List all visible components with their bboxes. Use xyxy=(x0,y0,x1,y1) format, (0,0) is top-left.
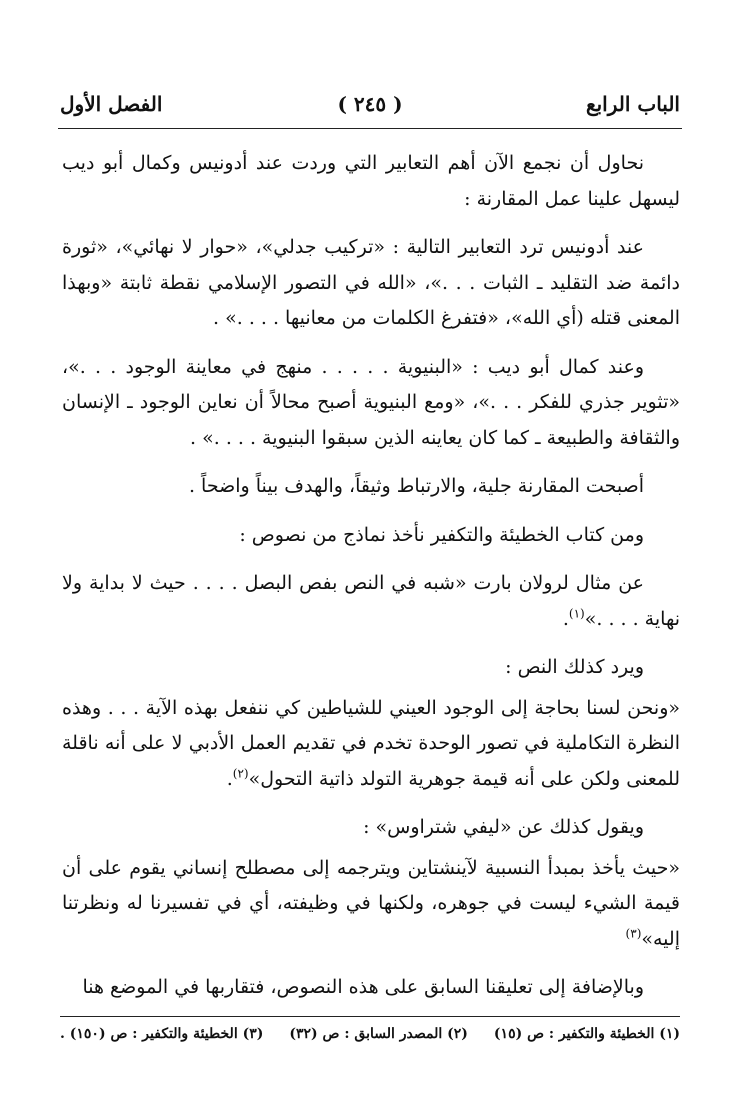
page-number: ( ٢٤٥ ) xyxy=(337,92,403,116)
paragraph-8: «ونحن لسنا بحاجة إلى الوجود العيني للشياطين كي ننفعل بهذه الآية . . . وهذه النظرة التكاملية في تصور الوحدة تخدم في تقديم العمل الأدبي لا على أنه ناقلة للمعنى ولكن على أنه قيمة جوهرية التولد ذاتية التحول»$^{(٢)}$. xyxy=(62,696,680,790)
paragraph-9: ويقول كذلك عن «ليفي شتراوس» : xyxy=(363,816,644,838)
paragraph-11: وبالإضافة إلى تعليقنا السابق على هذه النصوص، فتقاربها في الموضع هنا xyxy=(82,976,644,998)
running-header xyxy=(60,92,680,126)
chapter-title: الباب الرابع xyxy=(585,92,680,116)
footnote-1: (١) الخطيئة والتكفير : ص (١٥) xyxy=(493,1026,680,1042)
footnote-3: (٣) الخطيئة والتكفير : ص (١٥٠) . xyxy=(60,1026,264,1042)
paragraph-6-text: عن مثال لرولان بارت «شبه في النص بفص البصل . . . . حيث لا بداية ولا نهاية . . . .» xyxy=(62,572,680,630)
footnote-ref-2[interactable]: (٢) xyxy=(232,766,249,781)
section-title: الفصل الأول xyxy=(60,92,163,116)
paragraph-10 xyxy=(62,851,680,958)
footnote-divider xyxy=(60,1016,680,1017)
paragraph-1: نحاول أن نجمع الآن أهم التعابير التي وردت عند أدونيس وكمال أبو ديب ليسهل علينا عمل المقارنة : xyxy=(62,152,680,210)
paragraph-4: أصبحت المقارنة جلية، والارتباط وثيقاً، والهدف بيناً واضحاً . xyxy=(188,475,644,497)
footnote-ref-1[interactable]: (١) xyxy=(568,606,585,621)
paragraph-5: ومن كتاب الخطيئة والتكفير نأخذ نماذج من نصوص : xyxy=(239,523,644,546)
footnote-2: (٢) المصدر السابق : ص (٣٢) xyxy=(289,1026,468,1042)
footnotes xyxy=(60,1026,680,1042)
paragraph-10-text: «حيث يأخذ بمبدأ النسبية لآينشتاين ويترجمه إلى مصطلح إنساني يقوم على أن قيمة الشيء ليست في جوهره، ولكنها في وظيفته، أي في تفسيرنا له ونظرتنا إليه» xyxy=(62,856,680,950)
paragraph-7: ويرد كذلك النص : xyxy=(505,656,644,678)
main-text xyxy=(62,146,680,1019)
paragraph-6: عن مثال لرولان بارت «شبه في النص بفص البصل . . . . حيث لا بداية ولا نهاية . . . .»$^{(١)}$. xyxy=(62,572,680,630)
paragraph-8-text: «ونحن لسنا بحاجة إلى الوجود العيني للشياطين كي ننفعل بهذه الآية . . . وهذه النظرة التكاملية في تصور الوحدة تخدم في تقديم العمل الأدبي لا على أنه ناقلة للمعنى ولكن على أنه قيمة جوهرية التولد ذاتية التحول» xyxy=(62,696,680,790)
paragraph-3: وعند كمال أبو ديب : «البنيوية . . . . . منهج في معاينة الوجود . . .»، «تثوير جذري للفكر . . .»، «ومع البنيوية أصبح محالاً أن نعاين الوجود ـ الإنسان والثقافة والطبيعة ـ كما كان يعاينه الذين سبقوا البنيوية . . . .» . xyxy=(62,355,680,449)
header-divider xyxy=(58,128,682,129)
footnote-ref-3[interactable]: (٣) xyxy=(625,926,642,941)
paragraph-2: عند أدونيس ترد التعابير التالية : «تركيب جدلي»، «حوار لا نهائي»، «ثورة دائمة ضد التقليد ـ الثبات . . .»، «الله في التصور الإسلامي نقطة ثابتة «وبهذا المعنى قتله (أي الله»، «فتفرغ الكلمات من معانيها . . . .» . xyxy=(62,236,680,329)
